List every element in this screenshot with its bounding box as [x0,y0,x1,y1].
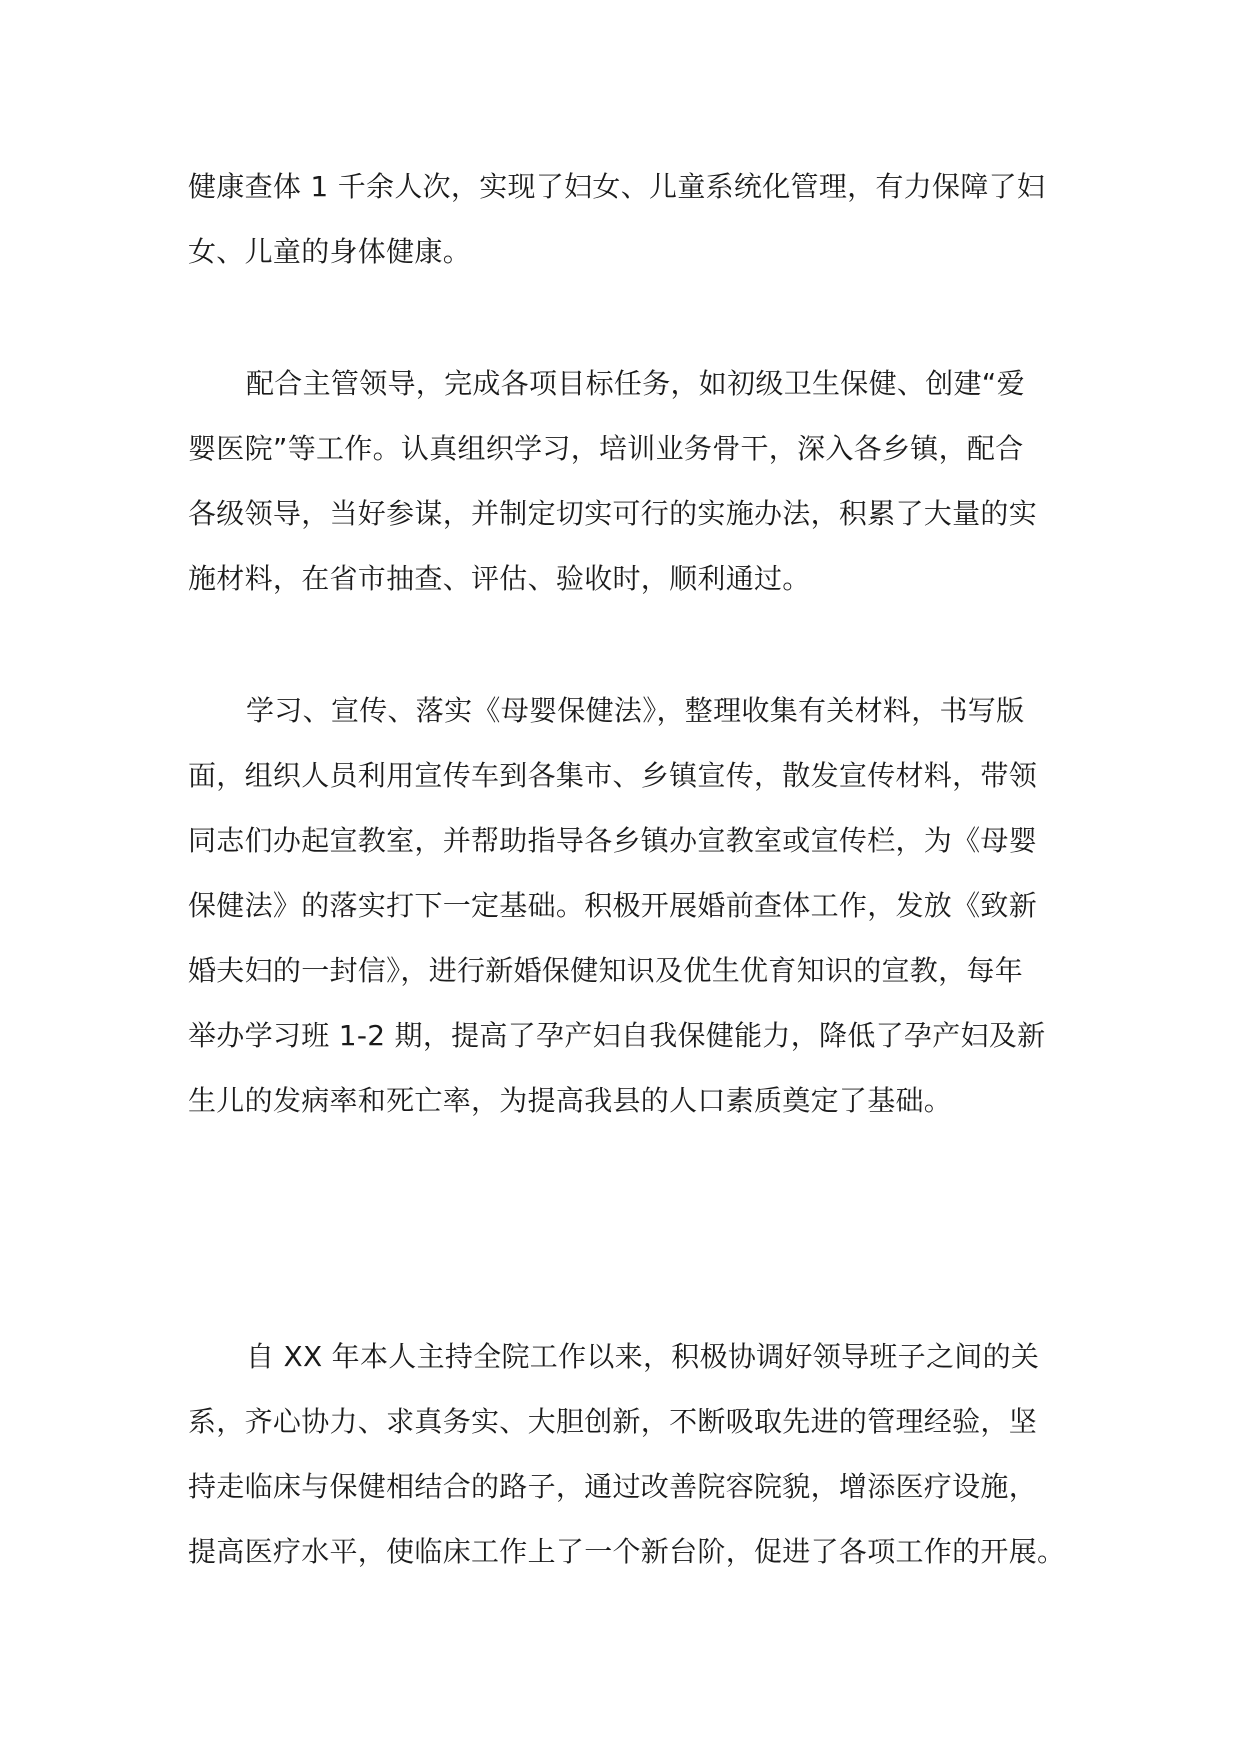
text-line: 女、儿童的身体健康。 [188,235,472,268]
text-line: 婚夫妇的一封信》，进行新婚保健知识及优生优育知识的宣教，每年 [188,954,1024,987]
text-line: 举办学习班 1-2 期，提高了孕产妇自我保健能力，降低了孕产妇及新 [188,1019,1046,1052]
paragraph-3 [188,678,1068,1133]
text-line: 婴医院”等工作。认真组织学习，培训业务骨干，深入各乡镇，配合 [188,432,1024,465]
text-line: 配合主管领导，完成各项目标任务，如初级卫生保健、创建“爱 [246,367,1025,400]
paragraph-2 [188,351,1068,611]
text-line: 健康查体 1 千余人次，实现了妇女、儿童系统化管理，有力保障了妇 [188,170,1046,203]
text-line: 持走临床与保健相结合的路子，通过改善院容院貌，增添医疗设施， [188,1470,1038,1503]
text-line: 提高医疗水平，使临床工作上了一个新台阶，促进了各项工作的开展。 [188,1535,1066,1568]
paragraph-1 [188,154,1068,284]
paragraph-4 [188,1324,1068,1584]
text-line: 各级领导，当好参谋，并制定切实可行的实施办法，积累了大量的实 [188,497,1038,530]
text-line: 自 XX 年本人主持全院工作以来，积极协调好领导班子之间的关 [246,1340,1040,1373]
text-line: 施材料，在省市抽查、评估、验收时，顺利通过。 [188,562,811,595]
text-line: 同志们办起宣教室，并帮助指导各乡镇办宣教室或宣传栏，为《母婴 [188,824,1038,857]
text-line: 保健法》的落实打下一定基础。积极开展婚前查体工作，发放《致新 [188,889,1038,922]
text-line: 学习、宣传、落实《母婴保健法》，整理收集有关材料，书写版 [246,694,1025,727]
text-line: 面，组织人员利用宣传车到各集市、乡镇宣传，散发宣传材料，带领 [188,759,1038,792]
text-line: 系，齐心协力、求真务实、大胆创新，不断吸取先进的管理经验，坚 [188,1405,1038,1438]
text-line: 生儿的发病率和死亡率，为提高我县的人口素质奠定了基础。 [188,1084,953,1117]
